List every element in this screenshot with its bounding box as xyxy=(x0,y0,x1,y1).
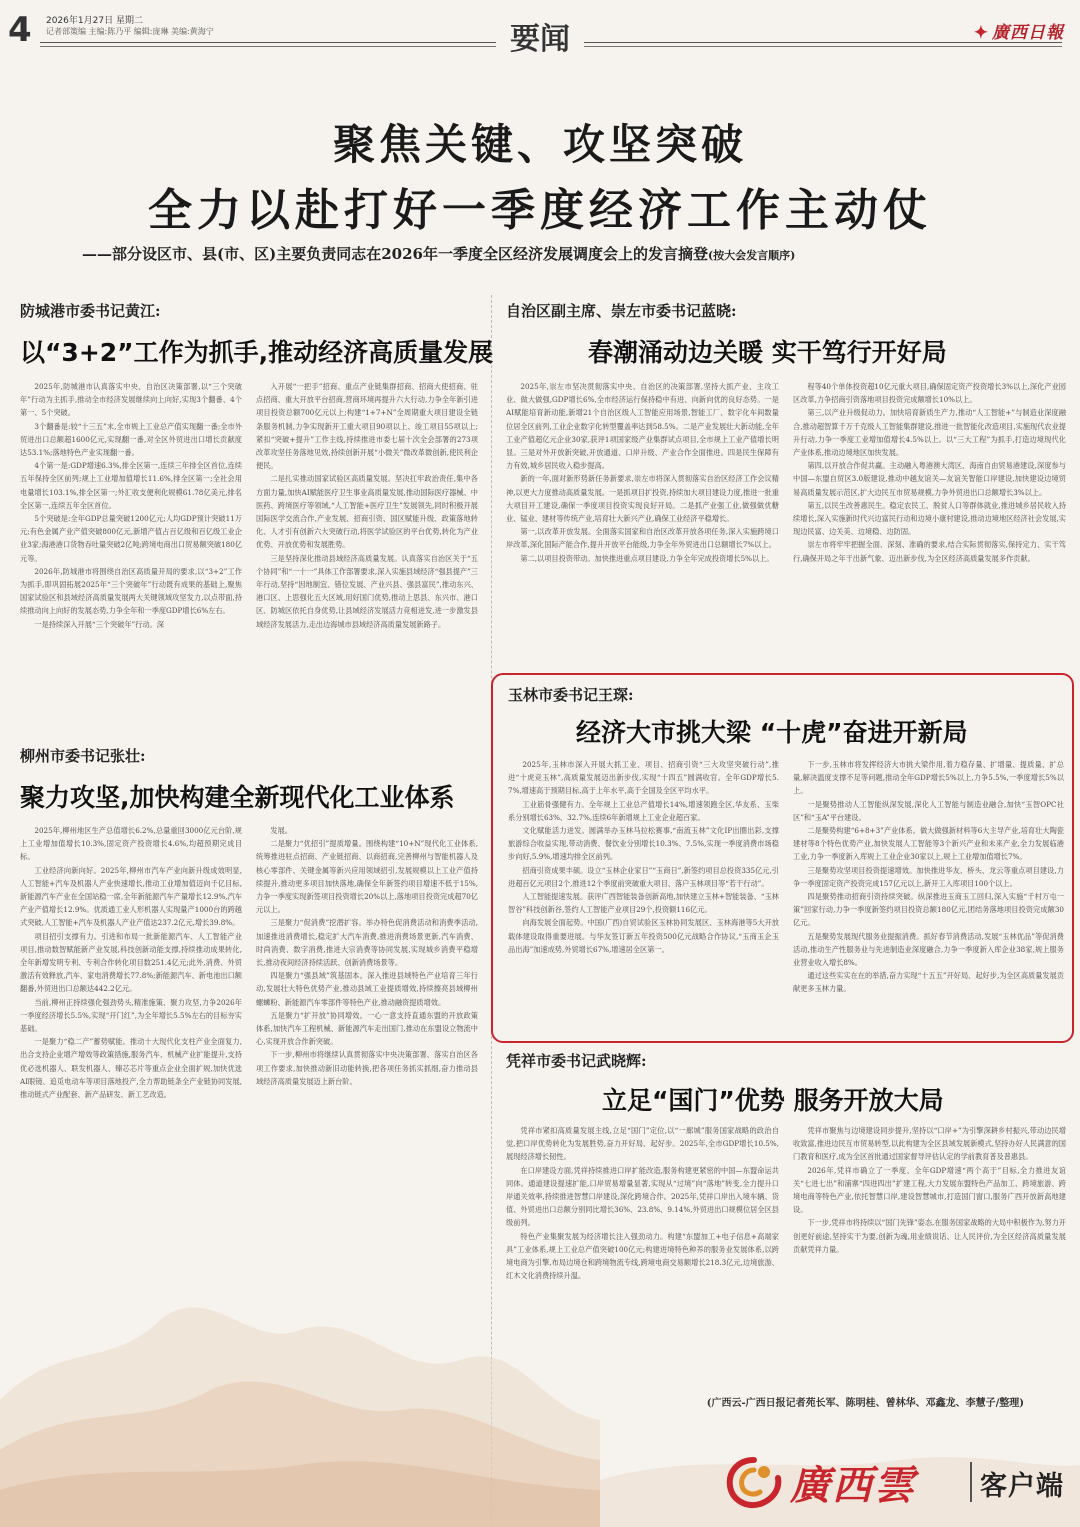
body-paragraph: 四是聚势推动招商引资持续突破。纵深推进玉商玉工回归,深入实施“千村万屯一策”回家行动,力争一季度新签约项目投资总额180亿元,团结务落地项目投资完成额30亿元。 xyxy=(793,892,1064,928)
headline-line-2: 全力以赴打好一季度经济工作主动仗 xyxy=(148,185,932,236)
body-paragraph: 凭祥市聚焦与边境建设同步提升,坚持以“口岸+”为引擎深耕乡村振兴,带动边民增收致富,推进边民互市贸易转型,以此构建为全区县域发展新模式,坚持办好人民满意的国门教育和医疗,成为全区首批通过国家督导评估认定的学前教育普及普惠县。 xyxy=(793,1126,1066,1162)
masthead xyxy=(0,0,1080,62)
body-paragraph: 工业经济向新向好。2025年,柳州市汽车产业向新升级成效明显,人工智能+汽车及机器人产业快速增长,推动工业增加值迈向千亿目标,新能源汽车产业在全国站稳一席,全年新能源汽车产量增长12.9%,汽车产业产值增长12.9%。优质通工业人形机器人实现量产1000台的跨越式突破,人工智能+汽车及机器人产业产值达237.2亿元,增长39.8%。 xyxy=(20,865,242,928)
article-body-chongzuo xyxy=(506,380,1066,662)
body-paragraph: 五是聚势发展现代服务业提振消费。抓好春节消费活动,发展“玉林优品”等促消费活动,推动生产性服务业与先进制造业深度融合,力争一季度新入库企业38家,规上服务业营业收入增长8%。 xyxy=(793,931,1064,968)
article-chongzuo xyxy=(506,300,1066,369)
body-paragraph: 下一步,柳州市将继续认真贯彻落实中央决策部署、落实自治区各项工作要求,加快推动新旧动能转换,把各项任务抓实抓细,奋力推动县域经济高质量发展迈上新台阶。 xyxy=(256,1050,478,1086)
body-paragraph: 2026年,凭祥市确立了一季度、全年GDP增速“两个高于”目标,全力推进友谊关“七进七出”和浦寨“四进四出”扩建工程,大力发展东盟特色产品加工、跨境旅游、跨境电商等特色产业,依托智慧口岸,建设智慧城市,打造国门窗口,服务广西开放新高地建设。 xyxy=(793,1165,1066,1215)
page-number: 4 xyxy=(8,10,32,50)
body-column-1 xyxy=(20,824,242,1214)
date-line: 2026年1月27日 星期二 xyxy=(46,16,143,26)
body-paragraph: 招商引资成果丰硕。设立“玉林企业家日”“玉商日”,新签约项目总投资335亿元,引进超百亿元项目2个,推进12个季度前突破重大项目、落户玉林项目等“若干行动”。 xyxy=(508,865,779,888)
body-column-2 xyxy=(256,824,478,1214)
section-label: 要闻 xyxy=(496,14,584,58)
article-kicker: 柳州市委书记张壮: xyxy=(20,747,146,765)
body-paragraph: 特色产业集聚发展为经济增长注入强劲动力。构建“东盟加工+电子信息+高端家具”工业体系,规上工业总产值突破100亿元;构建进境特色种养的服务业发展体系,以跨境电商为引擎,布局边境仓和跨境物流专线,跨境电商交易额增长218.3亿元,边境旅游、红木文化消费持续升温。 xyxy=(506,1231,779,1281)
body-paragraph: 当前,柳州正持续强化强劲势头,精准施策、聚力攻坚,力争2026年一季度经济增长5.5%,实现“开门红”,为全年增长5.5%左右的目标夯实基础。 xyxy=(20,997,242,1034)
article-kicker: 玉林市委书记王琛: xyxy=(508,686,634,704)
body-paragraph: 向海发展全面起势。中国(广西)自贸试验区玉林协同发展区、玉林海港等5大开放载体建设取得重要进展。与华友签订新五年投资500亿元战略合作协议,“玉商玉企玉品出海”加速成势,外贸增长67%,增速居全区第一。 xyxy=(508,918,779,954)
editor-line: 记者部策编 主编:陈乃平 编辑:庞琳 美编:黄海宁 xyxy=(46,27,214,36)
app-logo xyxy=(724,1450,1074,1512)
body-paragraph: 二是扎实推动国家试验区高质量发展。坚决扛牢政治责任,集中各方面力量,加快AI赋能医疗卫生事业高质量发展,推动国际医疗器械、中医药、跨境医疗等领域,“人工智能+医疗卫生”发展领先,同时积极开展国际医学交流合作,产业发展、招商引资、国区赋能升级、政策落地转化、人才引有创新六大突破行动,将医学试验区的平台优势,转化为产业优势、开放优势和发展胜势。 xyxy=(256,474,478,550)
subheadline-text: ——部分设区市、县(市、区)主要负责同志在2026年一季度全区经济发展调度会上的发言摘登 xyxy=(82,245,708,263)
article-body-yulin xyxy=(508,758,1064,1036)
cloud-swirl-icon xyxy=(724,1454,784,1510)
body-paragraph: 第二,以项目投资带动。加快推进重点项目建设,力争全年完成投资增长5%以上。 xyxy=(520,553,774,563)
body-paragraph: 项目招引支撑有力。引进和布局一批新能源汽车、人工智能产业项目,推动数智赋能新产业发展,科技创新动能支撑,持续推动成果转化,全年新增发明专利、专利合作转化项目数251.4亿元;此外,消费、外贸激活有效释放,汽车、家电消费增长77.8%;新能源汽车、新电池出口额翻番,外贸进出口总额达442.2亿元。 xyxy=(20,931,242,994)
body-paragraph: 2026年,防城港市将围绕自治区高质量开局的要求,以“3+2”工作为抓手,即巩固拓展2025年“三个突破年”行动既有成果的基础上,聚焦国家试验区和县域经济高质量发展两大关键领域攻坚发力,以点带面,持续推动向上向好的发展态势,力争全年和一季度GDP增长6%左右。 xyxy=(20,566,242,616)
body-paragraph: 入开展“一把手”招商、重点产业链集群招商、招商大使招商、驻点招商、重大开放平台招商,营商环境再提升六大行动,力争全年新引进项目投资总额700亿元以上;构建“1+7+N”全周期重大项目建设全链条服务机制,力争实现新开工重大项目90项以上、竣工项目55项以上;紧扣“突破+提升”工作主线,持续推进市委七届十次全会部署的273项改革攻坚任务落地见效,持续创新开展“小微关”微改革微创新,使民利企便民。 xyxy=(256,382,478,471)
body-paragraph: 一是聚势推动人工智能纵深发展,深化人工智能与制造业融合,加快“玉智OPC社区”和“玉A”平台建设。 xyxy=(793,799,1064,822)
body-paragraph: 2025年,柳州地区生产总值增长6.2%,总量重回3000亿元台阶,规上工业增加值增长10.3%,固定资产投资增长4.6%,均超预期完成目标。 xyxy=(20,826,242,862)
article-kicker: 自治区副主席、崇左市委书记蓝晓: xyxy=(506,302,737,320)
article-fangchenggang xyxy=(20,300,494,369)
body-column-2 xyxy=(793,758,1064,1036)
body-paragraph: 2025年,玉林市深入开展大抓工业、项目、招商引资“三大攻坚突破行动”,推进“十虎竞玉林”,高质量发展迈出新步伐,实现“十四五”圆满收官。全年GDP增长5.7%,增速高于预期目标,高于上年水平,高于全国及全区平均水平。 xyxy=(508,760,779,796)
body-paragraph: 崇左市将牢牢把握全面、深刻、准确的要求,结合实际贯彻落实,保持定力、实干笃行,确保开局之年干出新气象、迈出新步伐,为全区经济高质量发展多作贡献。 xyxy=(793,540,1066,563)
article-pingxiang xyxy=(506,1050,1066,1117)
article-yulin xyxy=(508,684,1064,749)
article-body-liuzhou xyxy=(20,824,478,1214)
body-paragraph: 4个第一是:GDP增速6.3%,排全区第一,连续三年排全区首位,连续五年保持全区前列;规上工业增加值增长11.6%,排全区第一;全社会用电量增长103.1%,排全区第一;外汇收支便利化规模61.78亿美元,排名全区第一,连续五年全区首位。 xyxy=(20,461,242,510)
body-paragraph: 一是聚力“稳二产”蓄势赋能。推动十大现代化支柱产业全面复力,出合支持企业增产增效等政策措施,服务汽车、机械产业扩能提升,支持优必选机器人、联发机器人、臻芯芯片等重点企业全面扩规,加快优选AI眼镜、追觅电动车等项目落地投产,全力帮助链条全产业链协同发展,推动链式产业配套、新产品研发、新工艺改造。 xyxy=(20,1037,242,1100)
subheadline xyxy=(82,243,795,264)
article-body-fangchenggang xyxy=(20,380,478,710)
body-paragraph: 第五,以民生改善惠民生。稳定农民工、脱贫人口等群体就业,推进城乡居民收入持续增长,深入实施新时代兴边富民行动和边境小康村建设,推动边境地区经济社会发展,实现边民富、边关美、边境稳、边防固。 xyxy=(793,500,1066,537)
body-paragraph: 新的一年,面对新形势新任务新要求,崇左市将深入贯彻落实自治区经济工作会议精神,以更大力度推动高质量发展。一是抓项目扩投资,持续加大项目建设力度,推进一批重大项目开工建设,确保一季度项目投资实现良好开局。二是抓产业强工业,做强做优糖业、锰业、建材等传统产业,培育壮大新兴产业,确保工业经济平稳增长。 xyxy=(506,474,779,524)
body-paragraph: 工业筋骨强健有力。全年规上工业总产值增长14%,增速领跑全区,华友系、玉柴系分别增长63%、32.7%,连续6年新增规上工业企业超百家。 xyxy=(508,799,779,822)
body-paragraph: 第四,以开放合作促共赢。主动融入粤港澳大湾区、海南自由贸易港建设,深度参与中国—东盟自贸区3.0版建设,推动中越友谊关—友谊关智能口岸建设,加快建设边境贸易高质量发展示范区,扩大边民互市贸易规模,力争外贸进出口总额增长3%以上。 xyxy=(793,461,1066,497)
body-paragraph: 程等40个单体投资超10亿元重大项目,确保固定资产投资增长3%以上,深化产业园区改革,力争招商引资落地项目投资完成额增长10%以上。 xyxy=(793,382,1066,405)
app-logo-client: 客户端 xyxy=(980,1471,1064,1502)
body-paragraph: 五是聚力“扩开放”协同增效。一心一意支持直通东盟的开放政策体系,加快汽车工程机械、新能源汽车走出国门,推动在东盟设立物流中心,实现开放合作新突破。 xyxy=(256,1010,478,1047)
body-paragraph: 第一,以改革开放发展。全面落实国家和自治区改革开放各项任务,深入实施跨境口岸改革,深化国际产能合作,提升开放平台能级,力争全年外贸进出口总额增长7%以上。 xyxy=(506,527,779,550)
body-paragraph: 下一步,凭祥市将持续以“国门先锋”姿态,在服务国家战略的大局中积极作为,努力开创更好前途,坚持实干为要,创新为魂,用业绩说话、让人民评价,为全区经济高质量发展贡献凭祥力量。 xyxy=(793,1218,1066,1254)
body-paragraph: 三是坚持深化推动县域经济高质量发展。认真落实自治区关于“五个协同”和“一十一”具体工作部署要求,深入实施县域经济“强县提产”三年行动,坚持“因地制宜、错位发展、产业兴县、强县富民”,推动东兴、港口区、上思强化五大区域,用好国门优势,推动上思县、东兴市、港口区、防城区依托自身优势,让县域经济发展活力竞相迸发,进一步激发县域经济发展活力,走出边海城市县域经济高质量发展新路子。 xyxy=(256,553,478,629)
article-title: 以“3+2”工作为抓手,推动经济高质量发展 xyxy=(20,338,494,367)
article-title: 聚力攻坚,加快构建全新现代化工业体系 xyxy=(20,783,455,812)
brand-star-icon: ✦ xyxy=(973,23,989,43)
logo-separator xyxy=(970,1462,972,1502)
body-column-1 xyxy=(508,758,779,1036)
brand-name: 廣西日報 xyxy=(992,23,1064,43)
credit-line: (广西云-广西日报记者苑长军、陈明桂、曾林华、邓鑫龙、李慧子/整理) xyxy=(706,1398,1024,1409)
body-paragraph: 三是聚力“促消费”挖潜扩容。举办特色促消费活动和消费季活动,加速推进消费增长,稳定扩大汽车消费,推进消费场景更新,汽车消费、时尚消费、数字消费,推进大宗消费等协同发展,实现城乡消费平稳增长,推动夜间经济持续活跃、创新消费场景等。 xyxy=(256,918,478,968)
body-paragraph: 人工智能提速发展。获评广西智能装备创新高地,加快建立玉林+智能装备、“玉林智谷”科技创新谷,签约人工智能产业项目29个,投资额116亿元。 xyxy=(508,892,779,915)
body-column-1 xyxy=(20,380,242,710)
article-title: 春潮涌动边关暖 实干笃行开好局 xyxy=(588,338,947,367)
subheadline-note: (按大会发言顺序) xyxy=(707,249,796,262)
body-paragraph: 通过这些实实在在的举措,奋力实现“十五五”开好局、起好步,为全区高质量发展贡献更多玉林力量。 xyxy=(793,971,1064,994)
body-paragraph: 2025年,防城港市认真落实中央、自治区决策部署,以“三个突破年”行动为主抓手,推动全市经济发展继续向上向好,实现3个翻番、4个第一、5个突破。 xyxy=(20,382,242,418)
article-kicker: 凭祥市委书记武晓辉: xyxy=(506,1052,647,1070)
body-paragraph: 5个突破是:全年GDP总量突破1200亿元;人均GDP预计突破11万元;有色金属产业产值突破800亿元,新增产值占百亿级和百亿级工业企业3家;海港港口货物吞吐量突破2亿吨;跨境电商出口贸易额突破180亿元等。 xyxy=(20,514,242,563)
body-paragraph: 四是聚力“强县域”筑基固本。深入推进县域特色产业培育三年行动,发展壮大特色优势产业,推动县域工业提质增效,持续擦亮县域柳州螺蛳粉、新能源汽车零部件等特色产业,推动融资提质增效。 xyxy=(256,971,478,1007)
body-paragraph: 发展。 xyxy=(270,826,292,835)
body-paragraph: 凭祥市紧扣高质量发展主线,立足“国门”定位,以“一廊城”服务国家战略的政治自觉,把口岸优势转化为发展胜势,奋力开好局、起好步。2025年,全市GDP增长10.5%,展现经济增长韧性。 xyxy=(506,1126,779,1162)
headline-line-1: 聚焦关键、攻坚突破 xyxy=(332,120,747,169)
body-paragraph: 第三,以产业升级促动力。加快培育新质生产力,推动“人工智能+”与制造业深度融合,推动超智算千万千克级人工智能集群建设,推进一批智能化改造项目,实施现代农业提升行动,力争一季度工业增加值增长4.5%以上。以“三大工程”为抓手,打造边境现代化产业体系,推动边境地区加快发展。 xyxy=(793,408,1066,458)
body-paragraph: 一是持续深入开展“三个突破年”行动。深 xyxy=(34,619,164,629)
body-column-1 xyxy=(506,380,779,662)
body-paragraph: 2025年,崇左市坚决贯彻落实中央、自治区的决策部署,坚持大抓产业、主攻工业、做大做强,GDP增长6%,全市经济运行保持稳中有进、向新向优的良好态势。一是AI赋能培育新动能,新增21个自治区级人工智能应用场景,智能工厂、数字化车间数量位居全区前列,工业企业数字化转型覆盖率达到58.5%。二是产业发展壮大新动能,全年工业产值超亿元企业30家,获评1项国家级产业集群试点项目,全市规上工业产值增长明显。三是对外开放新突破,开放通道、口岸升级、产业合作全面推进。四是民生保障有力有效,城乡居民收入稳步提高。 xyxy=(506,382,779,471)
body-paragraph: 在口岸建设方面,凭祥持续推进口岸扩能改造,服务构建更紧密的中国—东盟命运共同体。通道建设提速扩能,口岸贸易增量显著,实现从“过境”向“落地”转变,全力提升口岸通关效率,持续推进智慧口岸建设,深化跨境合作。2025年,凭祥口岸出入境车辆、货值、外贸进出口总额分别同比增长36%、23.8%、9.14%,外贸进出口规模位居全区县级前列。 xyxy=(506,1165,779,1228)
app-logo-name: 廣西雲 xyxy=(790,1462,916,1509)
body-paragraph: 二是聚力“优招引”提质增量。围绕构建“10+N”现代化工业体系,统筹推进驻点招商、产业链招商、以商招商,完善柳州与智能机器人及核心零部件、关键金属等新兴应用领域招引,发展规模以上工业产值持续提升,推动更多项目加快落地,确保全年新签约项目增速不低于15%,力争一季度实现新签项目投资增长20%以上,落地项目投资完成超70亿元以上。 xyxy=(256,839,478,915)
article-kicker: 防城港市委书记黄江: xyxy=(20,302,161,320)
body-paragraph: 3个翻番是:较“十三五”末,全市规上工业总产值实现翻一番;全市外贸进出口总额超1600亿元,实现翻一番,对全区外贸进出口增长贡献度达53.1%;落地特色产业实现翻一番。 xyxy=(20,421,242,458)
body-column-2 xyxy=(256,380,478,710)
article-title: 立足“国门”优势 服务开放大局 xyxy=(602,1086,944,1115)
body-column-2 xyxy=(793,380,1066,662)
body-paragraph: 三是聚势攻坚项目投资提速增效。加快推进华友、桥头、龙云等重点项目建设,力争一季度固定资产投资完成157亿元以上,新开工入库项目100个以上。 xyxy=(793,865,1064,888)
newspaper-brand xyxy=(974,18,1064,43)
body-paragraph: 二是聚势构建“6+8+3”产业体系。做大做强新材料等6大主导产业,培育壮大陶瓷建材等8个特色优势产业,加快发展人工智能等3个新兴产业和未来产业,全力发展临港工业,力争一季度新入库规上工业企业30家以上,规上工业增加值增长7%。 xyxy=(793,826,1064,862)
body-paragraph: 下一步,玉林市将发挥经济大市挑大梁作用,着力稳存量、扩增量、提质量、扩总量,解决温度支撑不足等问题,推动全年GDP增长5%以上,力争5.5%,一季度增长5%以上。 xyxy=(793,760,1064,796)
article-liuzhou xyxy=(20,745,482,814)
article-title: 经济大市挑大梁 “十虎”奋进开新局 xyxy=(576,718,968,747)
body-paragraph: 文化赋能活力迸发。圆满举办玉林马拉松赛事,“南流玉林”文化IP出圈出彩,支撑旅游综合收益实现,带动消费、餐饮业分别增长10.3%、7.5%,实现一季度消费市场稳步向好,5.9%,增速均排全区前列。 xyxy=(508,826,779,862)
